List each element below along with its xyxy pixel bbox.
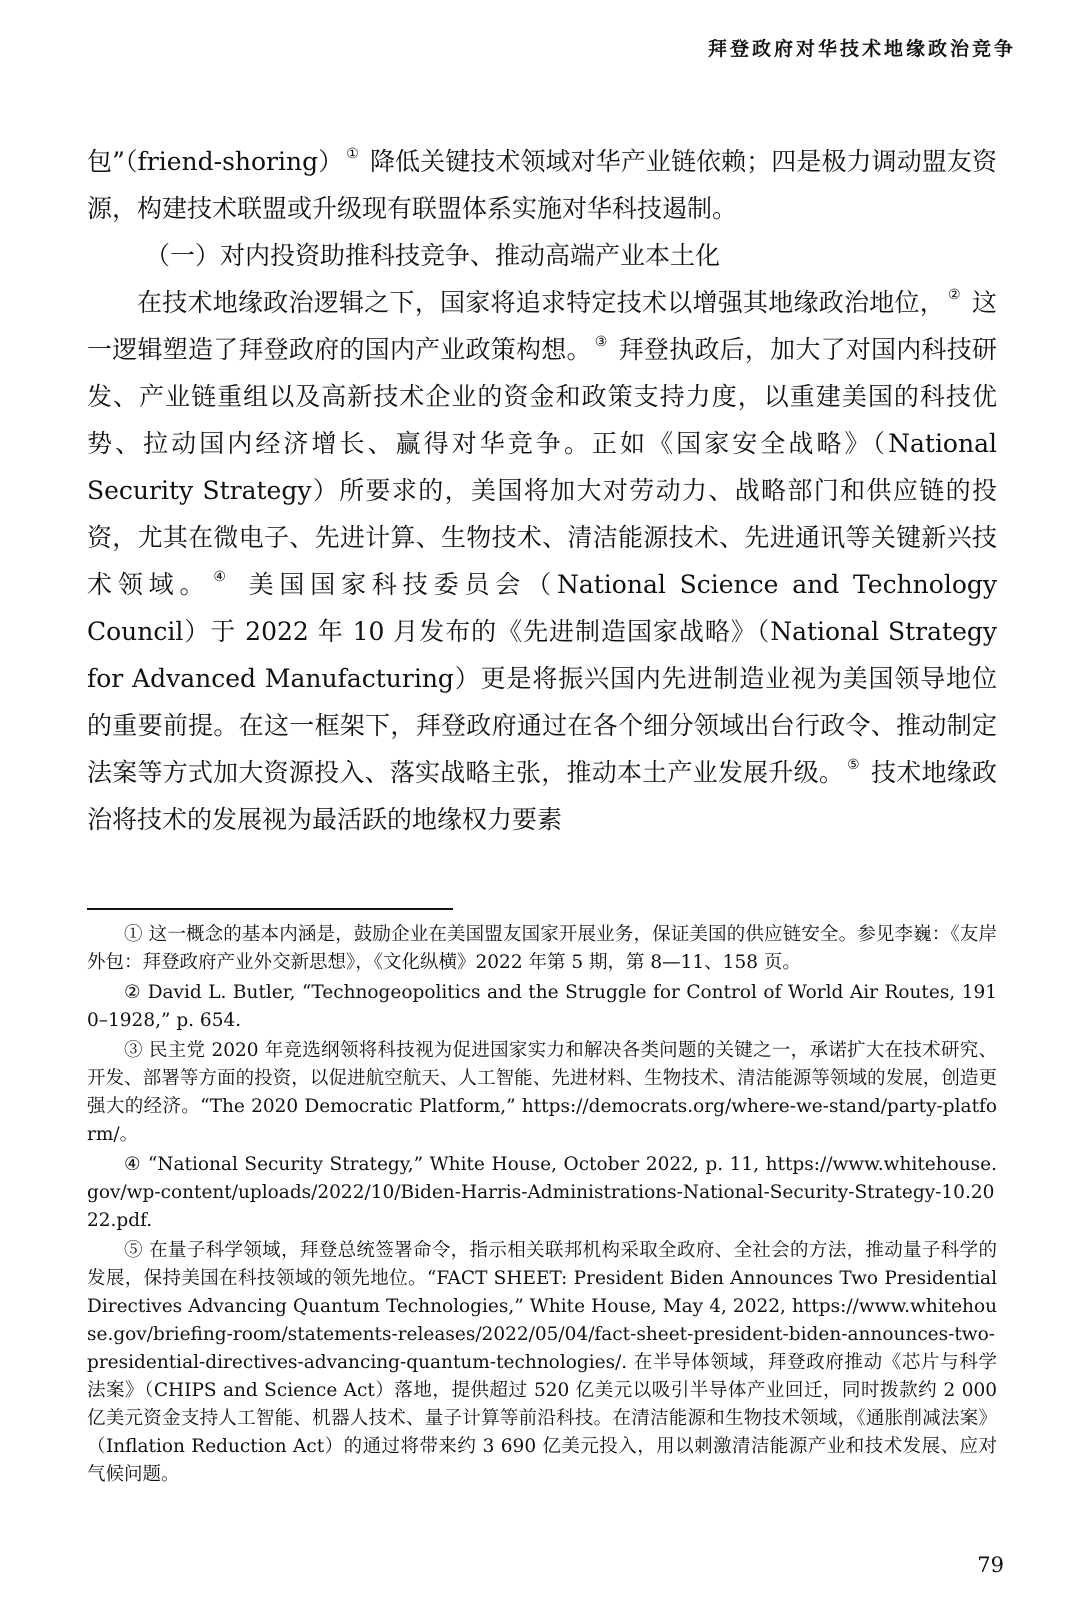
footnote-2: ② David L. Butler, “Technogeopolitics and the Struggle for Control of World Air Routes, 1910–1928,” p. 654. <box>87 982 997 1031</box>
paragraph-2 <box>87 279 997 843</box>
footnote-1: ① 这一概念的基本内涵是，鼓励企业在美国盟友国家开展业务，保证美国的供应链安全。参见李巍：《友岸外包：拜登政府产业外交新思想》，《文化纵横》2022 年第 5 期，第 8—11、158 页。 <box>87 924 997 973</box>
footnote-4: ④ “National Security Strategy,” White House, October 2022, p. 11, https://www.whitehouse.gov/wp-content/uploads/2022/10/Biden-Harris-Administrations-National-Security-Strategy-10.2022.pdf. <box>87 1154 997 1231</box>
footnote-5: ⑤ 在量子科学领域，拜登总统签署命令，指示相关联邦机构采取全政府、全社会的方法，推动量子科学的发展，保持美国在科技领域的领先地位。“FACT SHEET: President Biden Announces Two Presidential Directives Advancing Quantum Technologies,” White House, May 4, 2022, https://www.whitehouse.gov/briefing-room/statements-releases/2022/05/04/fact-sheet-president-biden-announces-two-presidential-directives-advancing-quantum-technologies/. 在半导体领域，拜登政府推动《芯片与科学法案》（CHIPS and Science Act）落地，提供超过 520 亿美元以吸引半导体产业回迁，同时拨款约 2 000 亿美元资金支持人工智能、机器人技术、量子计算等前沿科技。在清洁能源和生物技术领域，《通胀削减法案》（Inflation Reduction Act）的通过将带来约 3 690 亿美元投入，用以刺激清洁能源产业和技术发展、应对气候问题。 <box>87 1240 997 1485</box>
footnote-divider <box>87 908 453 910</box>
running-head-title: 拜登政府对华技术地缘政治竞争 <box>707 38 1016 60</box>
footnote-ref-4[interactable]: ④ <box>213 569 232 585</box>
paragraph-2-text-c: 拜登执政后，加大了对国内科技研发、产业链重组以及高新技术企业的资金和政策支持力度，以重建美国的科技优势、拉动国内经济增长、赢得对华竞争。正如《国家安全战略》（National Security Strategy）所要求的，美国将加大对劳动力、战略部门和供应链的投资，尤其在微电子、先进计算、生物技术、清洁能源技术、先进通讯等关键新兴技术领域。 <box>87 335 997 599</box>
main-text <box>87 138 997 843</box>
page-number: 79 <box>977 1553 1004 1577</box>
paragraph-1-text-b: 降低关键技术领域对华产业链依赖；四是极力调动盟友资源，构建技术联盟或升级现有联盟体系实施对华科技遏制。 <box>87 147 997 223</box>
paragraph-2-text-a: 在技术地缘政治逻辑之下，国家将追求特定技术以增强其地缘政治地位， <box>137 288 945 317</box>
footnote-ref-2[interactable]: ② <box>947 287 961 303</box>
paragraph-1-text-a: 包”（friend-shoring） <box>87 147 344 176</box>
paragraph-2-text-d: 美国国家科技委员会（National Science and Technology Council）于 2022 年 10 月发布的《先进制造国家战略》（National Strategy for Advanced Manufacturing）更是将振兴国内先进制造业视为美国领导地位的重要前提。在这一框架下，拜登政府通过在各个细分领域出台行政令、推动制定法案等方式加大资源投入、落实战略主张，推动本土产业发展升级。 <box>87 570 997 787</box>
footnote-ref-1[interactable]: ① <box>346 146 359 162</box>
paragraph-2-text-b: 这一逻辑塑造了拜登政府的国内产业政策构想。 <box>87 288 997 364</box>
footnote-ref-3[interactable]: ③ <box>594 334 608 350</box>
footnote-ref-5[interactable]: ⑤ <box>847 757 860 773</box>
section-heading: （一）对内投资助推科技竞争、推动高端产业本土化 <box>145 241 721 270</box>
footnotes <box>87 921 997 1491</box>
footnote-3: ③ 民主党 2020 年竞选纲领将科技视为促进国家实力和解决各类问题的关键之一，承诺扩大在技术研究、开发、部署等方面的投资，以促进航空航天、人工智能、先进材料、生物技术、清洁能源等领域的发展，创造更强大的经济。“The 2020 Democratic Platform,” https://democrats.org/where-we-stand/party-platform/。 <box>87 1040 997 1145</box>
paragraph-2-text-e: 技术地缘政治将技术的发展视为最活跃的地缘权力要素 <box>87 758 997 834</box>
paragraph-1 <box>87 138 997 232</box>
